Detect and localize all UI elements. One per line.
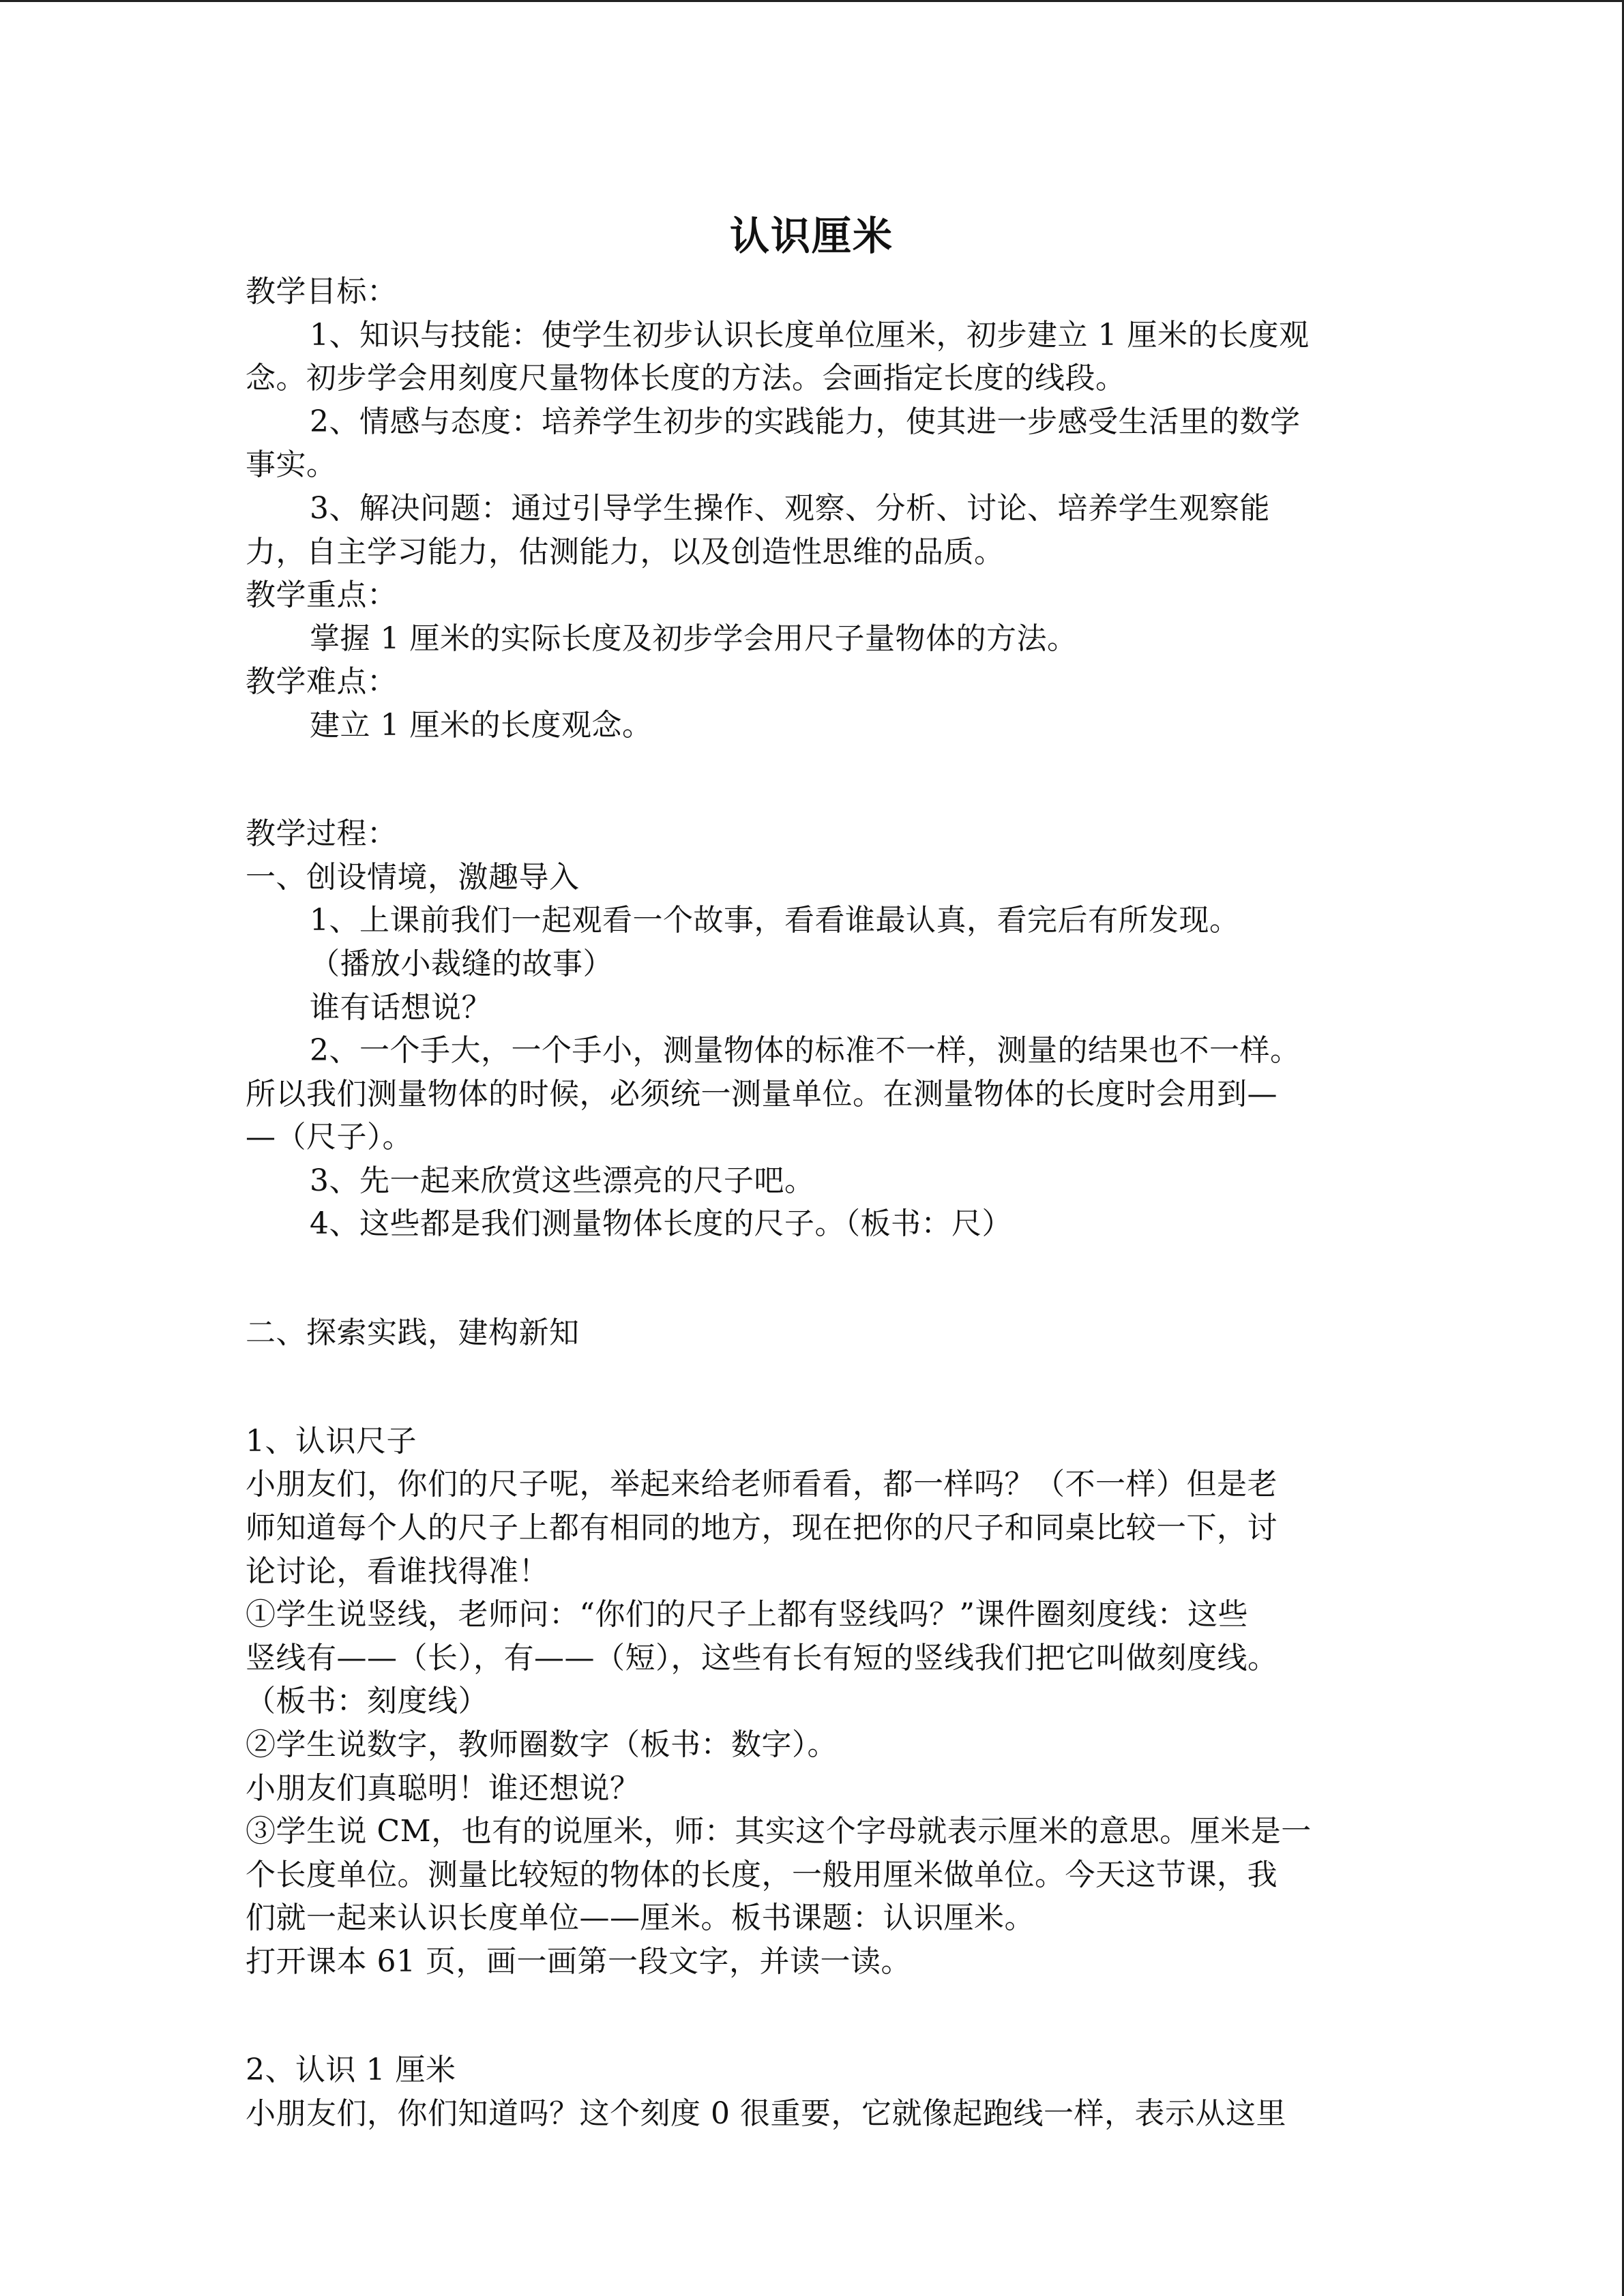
text-line: ②学生说数字，教师圈数字（板书：数字）。: [246, 1727, 838, 1762]
text-line: 小朋友们，你们知道吗？这个刻度 0 很重要，它就像起跑线一样，表示从这里: [246, 2096, 1286, 2131]
document-body: [246, 270, 1378, 2135]
text-line: —（尺子）。: [246, 1120, 413, 1155]
text-line: 二、探索实践，建构新知: [246, 1315, 580, 1350]
blank-line: [246, 1995, 1378, 2038]
text-line: ③学生说 CM，也有的说厘米，师：其实这个字母就表示厘米的意思。厘米是一: [246, 1814, 1312, 1849]
text-line: 掌握 1 厘米的实际长度及初步学会用尺子量物体的方法。: [310, 621, 1078, 656]
text-line: 论讨论，看谁找得准！: [246, 1553, 549, 1589]
text-line: 1、认识尺子: [246, 1423, 417, 1459]
page-frame-top: [0, 0, 1624, 2]
text-line: 竖线有——（长），有——（短），这些有长有短的竖线我们把它叫做刻度线。: [246, 1640, 1278, 1675]
text-line: 教学重点：: [246, 578, 398, 613]
text-line: 们就一起来认识长度单位——厘米。板书课题：认识厘米。: [246, 1900, 1035, 1936]
text-line: 师知道每个人的尺子上都有相同的地方，现在把你的尺子和同桌比较一下，讨: [246, 1510, 1278, 1546]
blank-line: [246, 1257, 1378, 1300]
text-line: （播放小裁缝的故事）: [310, 946, 613, 981]
text-line: 2、认识 1 厘米: [246, 2053, 456, 2088]
text-line: 事实。: [246, 447, 337, 483]
text-line: 打开课本 61 页，画一画第一段文字，并读一读。: [246, 1943, 911, 1979]
text-line: 个长度单位。测量比较短的物体的长度，一般用厘米做单位。今天这节课，我: [246, 1857, 1278, 1892]
document-page: [246, 205, 1378, 2135]
text-line: 念。初步学会用刻度尺量物体长度的方法。会画指定长度的线段。: [246, 361, 1126, 396]
text-line: 小朋友们真聪明！谁还想说？: [246, 1770, 640, 1806]
text-line: 1、知识与技能：使学生初步认识长度单位厘米，初步建立 1 厘米的长度观: [310, 317, 1310, 353]
text-line: 一、创设情境，激趣导入: [246, 859, 580, 895]
text-line: 教学目标：: [246, 274, 398, 309]
text-line: 所以我们测量物体的时候，必须统一测量单位。在测量物体的长度时会用到—: [246, 1076, 1278, 1112]
text-line: 3、解决问题：通过引导学生操作、观察、分析、讨论、培养学生观察能: [310, 490, 1270, 526]
text-line: 建立 1 厘米的长度观念。: [310, 707, 653, 743]
text-line: 力，自主学习能力，估测能力，以及创造性思维的品质。: [246, 534, 1005, 569]
text-line: 2、情感与态度：培养学生初步的实践能力，使其进一步感受生活里的数学: [310, 404, 1301, 439]
text-line: 3、先一起来欣赏这些漂亮的尺子吧。: [310, 1163, 815, 1198]
text-line: ①学生说竖线，老师问：“你们的尺子上都有竖线吗？”课件圈刻度线：这些: [246, 1597, 1248, 1632]
document-title: 认识厘米: [729, 213, 894, 259]
blank-line: [246, 1365, 1378, 1409]
text-line: 小朋友们，你们的尺子呢，举起来给老师看看，都一样吗？（不一样）但是老: [246, 1467, 1278, 1502]
text-line: 4、这些都是我们测量物体长度的尺子。（板书：尺）: [310, 1206, 1012, 1242]
text-line: 教学过程：: [246, 816, 398, 852]
text-line: （板书：刻度线）: [246, 1684, 488, 1719]
text-line: 谁有话想说？: [310, 989, 492, 1025]
text-line: 2、一个手大，一个手小，测量物体的标准不一样，测量的结果也不一样。: [310, 1033, 1301, 1069]
text-line: 1、上课前我们一起观看一个故事，看看谁最认真，看完后有所发现。: [310, 903, 1240, 938]
text-line: 教学难点：: [246, 664, 398, 700]
blank-line: [246, 758, 1378, 802]
